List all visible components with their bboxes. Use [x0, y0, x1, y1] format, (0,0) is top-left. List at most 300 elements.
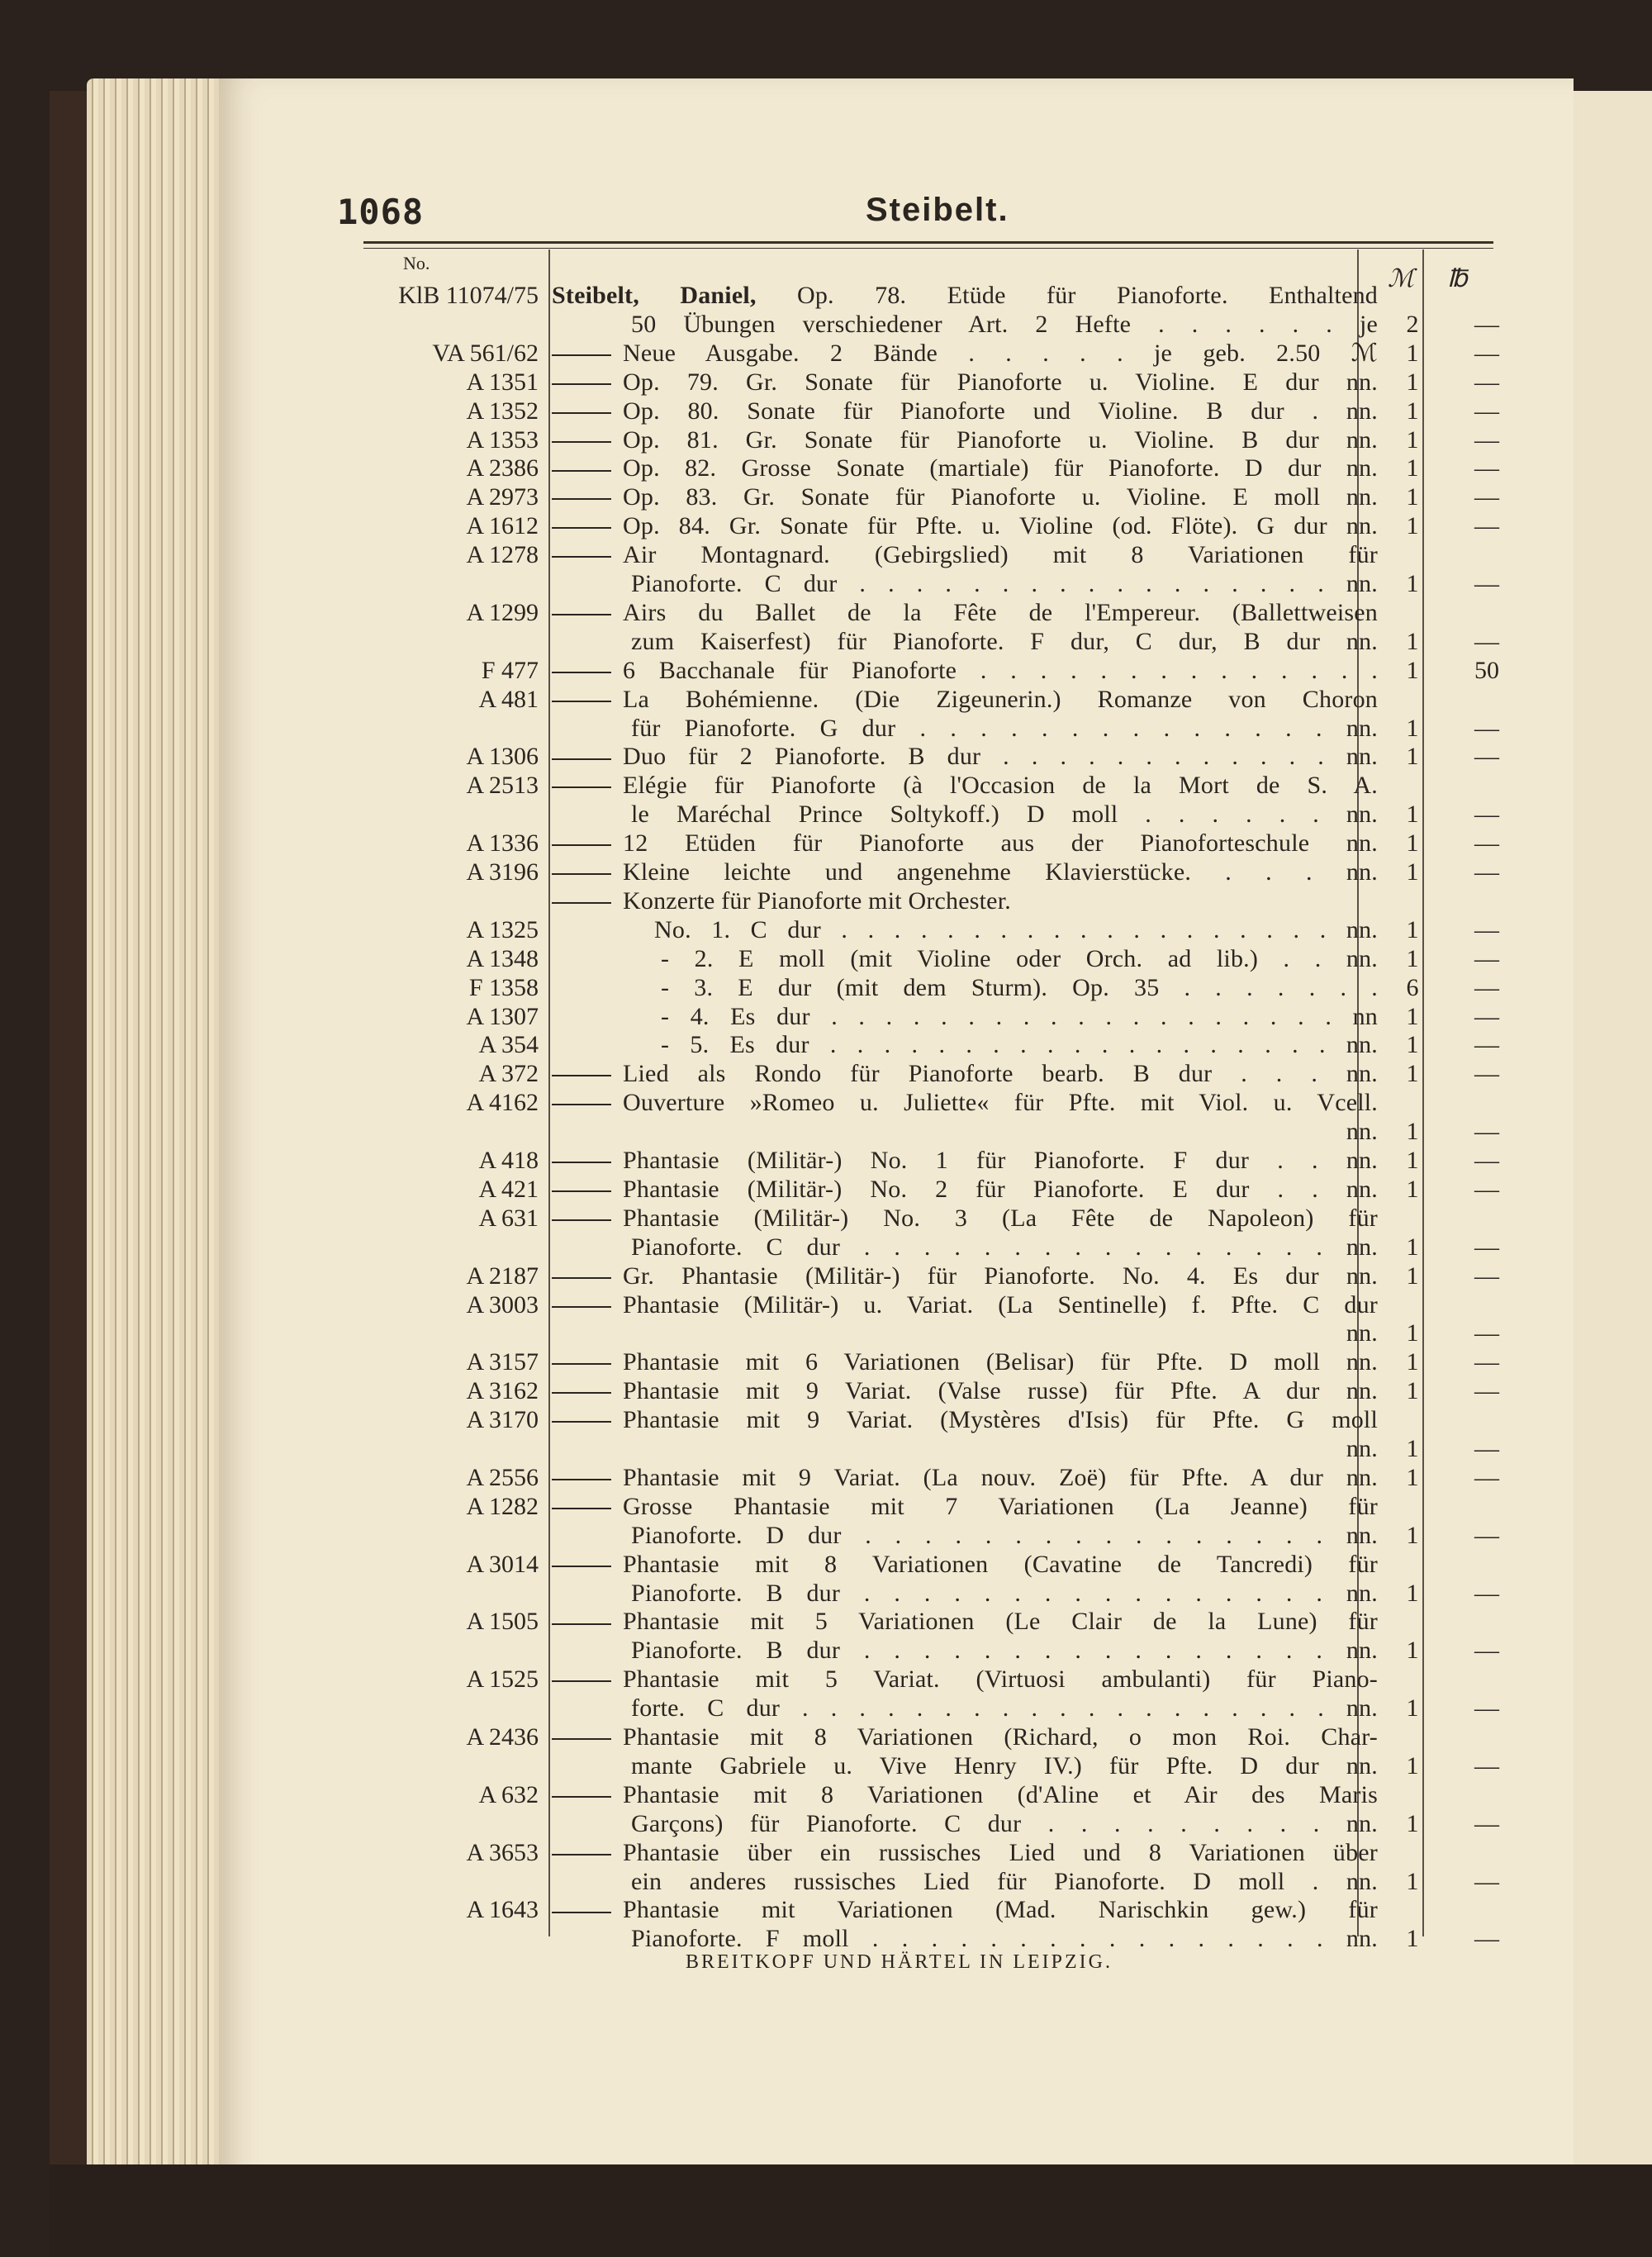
price-pfennig: —	[1474, 339, 1499, 367]
entry-text: nn.	[1346, 1118, 1378, 1146]
price-mark: 1	[1406, 339, 1419, 367]
price-pfennig: —	[1474, 1348, 1499, 1376]
entry-text: Phantasie (Militär-) u. Variat. (La Sentinelle) f. Pfte. C dur	[623, 1290, 1378, 1319]
entry-text: zum Kaiserfest) für Pianoforte. F dur, C dur, B dur nn.	[631, 627, 1378, 655]
catalog-number: A 481	[478, 685, 539, 713]
entry-description	[552, 1463, 1378, 1492]
catalog-number: A 2556	[466, 1463, 539, 1491]
price-pfennig: —	[1474, 1694, 1499, 1722]
entry-description	[631, 1751, 1378, 1780]
entry-text: Pianoforte. B dur . . . . . . . . . . . . . . . . nn.	[631, 1579, 1378, 1607]
catalog-number: A 1505	[466, 1608, 539, 1636]
entry-description	[552, 1722, 1378, 1751]
price-mark: 1	[1406, 1377, 1419, 1405]
entry-description	[552, 1550, 1378, 1579]
entry-text: Elégie für Pianoforte (à l'Occasion de la Mort de S. A.	[623, 772, 1378, 800]
catalog-number: A 2436	[466, 1723, 539, 1751]
price-mark: 1	[1406, 1579, 1419, 1607]
price-pfennig: —	[1474, 1925, 1499, 1953]
price-pfennig: —	[1474, 1751, 1499, 1779]
entry-description	[552, 829, 1378, 858]
repeat-dash	[552, 1566, 611, 1567]
entry-description	[552, 1376, 1378, 1405]
catalog-row	[347, 1204, 1470, 1233]
price-pfennig: —	[1474, 425, 1499, 454]
price-mark: 1	[1406, 1925, 1419, 1953]
entry-text: für Pianoforte. G dur . . . . . . . . . . . . . . nn.	[631, 714, 1378, 742]
price-pfennig: —	[1474, 944, 1499, 972]
catalog-row	[347, 339, 1499, 368]
catalog-number: A 1307	[466, 1002, 539, 1030]
entry-description	[552, 656, 1378, 685]
price-pfennig: —	[1474, 1031, 1499, 1059]
catalog-row	[347, 1694, 1499, 1722]
price-pfennig: —	[1474, 1809, 1499, 1837]
price-pfennig: —	[1474, 1319, 1499, 1347]
entry-description	[631, 627, 1378, 656]
catalog-row	[347, 742, 1499, 771]
entry-text: No. 1. C dur . . . . . . . . . . . . . . . . . . . nn.	[654, 915, 1378, 943]
price-mark: 1	[1406, 397, 1419, 425]
facing-page	[1569, 91, 1652, 2181]
entry-text: Konzerte für Pianoforte mit Orchester.	[623, 886, 1011, 915]
catalog-number: A 3170	[466, 1406, 539, 1434]
price-pfennig: —	[1474, 1377, 1499, 1405]
repeat-dash	[552, 614, 611, 615]
entry-description	[552, 1319, 1378, 1347]
entry-description	[552, 685, 1378, 714]
entry-text: Op. 80. Sonate für Pianoforte und Violine. B dur . nn.	[623, 397, 1378, 425]
catalog-number: A 372	[478, 1060, 539, 1088]
publisher-footer: BREITKOPF UND HÄRTEL IN LEIPZIG.	[686, 1951, 1113, 1973]
entry-description	[631, 1694, 1378, 1722]
price-mark: 1	[1406, 656, 1419, 684]
entry-text: Phantasie mit 9 Variat. (Mystères d'Isis) für Pfte. G moll	[623, 1406, 1378, 1434]
entry-text: 50 Übungen verschiedener Art. 2 Hefte . . . . . . je	[631, 310, 1378, 338]
catalog-row	[347, 1809, 1499, 1838]
repeat-dash	[552, 1623, 611, 1625]
column-header-no: No.	[403, 253, 430, 273]
catalog-row	[347, 1175, 1499, 1204]
entry-text: Phantasie mit 8 Variationen (Cavatine de Tancredi) für	[623, 1550, 1378, 1578]
price-mark: 1	[1406, 627, 1419, 655]
catalog-number: A 1643	[466, 1896, 539, 1924]
price-mark: 1	[1406, 425, 1419, 454]
entry-text: Air Montagnard. (Gebirgslied) mit 8 Variationen für	[623, 541, 1378, 569]
price-mark: 1	[1406, 1463, 1419, 1491]
entry-text: Op. 81. Gr. Sonate für Pianoforte u. Violine. B dur nn.	[623, 425, 1378, 454]
price-pfennig: —	[1474, 1435, 1499, 1462]
entry-text: Phantasie mit 5 Variationen (Le Clair de la Lune) für	[623, 1608, 1378, 1636]
price-mark: 1	[1406, 1060, 1419, 1088]
repeat-dash	[552, 701, 611, 702]
price-pfennig: —	[1474, 310, 1499, 338]
catalog-number: A 1348	[466, 944, 539, 972]
catalog-number: A 632	[478, 1780, 539, 1808]
page-header	[337, 192, 1493, 241]
catalog-row	[347, 656, 1499, 685]
catalog-row	[347, 1722, 1470, 1751]
catalog-row	[347, 771, 1470, 800]
entry-text: Pianoforte. F moll . . . . . . . . . . . . . . . . nn.	[631, 1925, 1378, 1953]
price-pfennig: —	[1474, 1463, 1499, 1491]
price-pfennig: —	[1474, 1147, 1499, 1174]
price-pfennig: —	[1474, 1118, 1499, 1146]
catalog-row	[347, 598, 1470, 627]
catalog-row	[347, 1347, 1499, 1376]
price-pfennig: —	[1474, 1579, 1499, 1607]
price-pfennig: —	[1474, 1175, 1499, 1203]
entry-description	[552, 425, 1378, 454]
catalog-number: A 2973	[466, 483, 539, 511]
price-pfennig: —	[1474, 714, 1499, 742]
entry-description	[552, 482, 1378, 511]
repeat-dash	[552, 1190, 611, 1192]
repeat-dash	[552, 383, 611, 385]
column-header-mark: ℳ	[1388, 265, 1415, 292]
catalog-row	[347, 1290, 1470, 1319]
entry-text: - 5. Es dur . . . . . . . . . . . . . . . . . . . nn.	[661, 1031, 1378, 1059]
entry-description	[552, 1434, 1378, 1463]
entry-text: nn.	[1346, 1319, 1378, 1347]
catalog-number: A 418	[478, 1147, 539, 1174]
entry-text: Steibelt, Daniel, Op. 78. Etüde für Pianoforte. Enthaltend	[552, 282, 1379, 309]
price-pfennig: 50	[1474, 656, 1499, 684]
catalog-row	[347, 1319, 1499, 1347]
price-pfennig: —	[1474, 570, 1499, 597]
entry-text: Duo für 2 Pianoforte. B dur . . . . . . . . . . . . nn.	[623, 743, 1378, 771]
entry-text: - 4. Es dur . . . . . . . . . . . . . . . . . . . nn	[661, 1002, 1378, 1030]
price-mark: 1	[1406, 1521, 1419, 1549]
price-mark: 1	[1406, 1233, 1419, 1261]
entry-description	[631, 714, 1378, 743]
repeat-dash	[552, 354, 611, 356]
entry-text: Pianoforte. D dur . . . . . . . . . . . . . . . . nn.	[631, 1521, 1378, 1549]
entry-text: 12 Etüden für Pianoforte aus der Pianoforteschule nn.	[623, 829, 1378, 858]
entry-description	[552, 1665, 1378, 1694]
price-mark: 1	[1406, 512, 1419, 540]
price-mark: 1	[1406, 1637, 1419, 1665]
repeat-dash	[552, 1680, 611, 1682]
entry-description	[552, 1117, 1378, 1146]
repeat-dash	[552, 1854, 611, 1855]
repeat-dash	[552, 1479, 611, 1480]
catalog-row	[347, 511, 1499, 540]
entry-description	[661, 973, 1378, 1002]
catalog-row	[347, 944, 1499, 973]
price-pfennig: —	[1474, 368, 1499, 396]
entry-description	[552, 511, 1378, 540]
repeat-dash	[552, 873, 611, 875]
entry-text: ein anderes russisches Lied für Pianoforte. D moll . nn.	[631, 1867, 1378, 1895]
price-pfennig: —	[1474, 1233, 1499, 1261]
catalog-row	[347, 310, 1499, 339]
entry-text: 6 Bacchanale für Pianoforte . . . . . . . . . . . . . .	[623, 656, 1378, 684]
catalog-row	[347, 569, 1499, 598]
repeat-dash	[552, 527, 611, 529]
price-pfennig: —	[1474, 743, 1499, 771]
repeat-dash	[552, 556, 611, 558]
running-head: Steibelt.	[866, 192, 1009, 228]
entry-description	[552, 1204, 1378, 1233]
catalog-number: KlB 11074/75	[398, 282, 539, 309]
price-pfennig: —	[1474, 801, 1499, 829]
catalog-number: A 2187	[466, 1262, 539, 1290]
entry-text: Pianoforte. C dur . . . . . . . . . . . . . . . . . nn.	[631, 570, 1378, 597]
entry-description	[631, 1579, 1378, 1608]
repeat-dash	[552, 470, 611, 472]
repeat-dash	[552, 498, 611, 500]
catalog-row	[347, 886, 1470, 915]
entry-text: Pianoforte. B dur . . . . . . . . . . . . . . . . nn.	[631, 1637, 1378, 1665]
catalog-row	[347, 1233, 1499, 1262]
entry-text: Pianoforte. C dur . . . . . . . . . . . . . . . . nn.	[631, 1233, 1378, 1261]
repeat-dash	[552, 672, 611, 673]
entry-description	[552, 454, 1378, 482]
repeat-dash	[552, 1162, 611, 1163]
repeat-dash	[552, 1363, 611, 1365]
entry-description	[552, 281, 1378, 310]
catalog-row	[347, 454, 1499, 482]
catalog-row	[347, 800, 1499, 829]
entry-description	[552, 1262, 1378, 1290]
repeat-dash	[552, 1912, 611, 1913]
catalog-row	[347, 1262, 1499, 1290]
entry-description	[631, 1521, 1378, 1550]
entry-text: Phantasie (Militär-) No. 2 für Pianoforte. E dur . . nn.	[623, 1175, 1378, 1203]
catalog-number: A 1353	[466, 425, 539, 454]
entry-text: Op. 84. Gr. Sonate für Pfte. u. Violine (od. Flöte). G dur nn.	[623, 512, 1378, 540]
entry-text: - 2. E moll (mit Violine oder Orch. ad lib.) . . nn.	[661, 944, 1378, 972]
catalog-row	[347, 1838, 1470, 1867]
entry-text: Garçons) für Pianoforte. C dur . . . . . . . . . nn.	[631, 1809, 1378, 1837]
entry-text: Phantasie über ein russisches Lied und 8 Variationen über	[623, 1838, 1378, 1866]
price-mark: 1	[1406, 1002, 1419, 1030]
price-pfennig: —	[1474, 454, 1499, 482]
catalog-number: A 3003	[466, 1290, 539, 1319]
catalog-number: A 1612	[466, 512, 539, 540]
repeat-dash	[552, 758, 611, 760]
entry-text: Phantasie mit 6 Variationen (Belisar) für Pfte. D moll nn.	[623, 1348, 1378, 1376]
catalog-number: A 1299	[466, 598, 539, 626]
catalog-row	[347, 368, 1499, 397]
price-pfennig: —	[1474, 627, 1499, 655]
price-pfennig: —	[1474, 973, 1499, 1001]
catalog-row	[347, 1146, 1499, 1175]
catalog-row	[347, 829, 1499, 858]
repeat-dash	[552, 786, 611, 788]
catalog-number: A 1278	[466, 541, 539, 569]
catalog-row	[347, 1002, 1499, 1031]
repeat-dash	[552, 1104, 611, 1105]
entry-text: forte. C dur . . . . . . . . . . . . . . . . . . . nn.	[631, 1694, 1378, 1722]
repeat-dash	[552, 1796, 611, 1798]
entry-text: Phantasie mit 8 Variationen (d'Aline et Air des Maris	[623, 1780, 1378, 1808]
entry-description	[552, 1780, 1378, 1809]
catalog-number: A 354	[478, 1031, 539, 1059]
entry-text: Phantasie mit 5 Variat. (Virtuosi ambulanti) für Piano-	[623, 1665, 1378, 1694]
catalog-row	[347, 1117, 1499, 1146]
entry-description	[552, 1492, 1378, 1521]
header-rule-thin	[363, 248, 1493, 249]
repeat-dash	[552, 844, 611, 846]
price-pfennig: —	[1474, 1002, 1499, 1030]
catalog-row	[347, 1463, 1499, 1492]
entry-text: mante Gabriele u. Vive Henry IV.) für Pfte. D dur nn.	[631, 1751, 1378, 1779]
catalog-row	[347, 1579, 1499, 1608]
catalog-row	[347, 973, 1499, 1002]
catalog-row	[347, 1376, 1499, 1405]
repeat-dash	[552, 902, 611, 904]
catalog-row	[347, 540, 1470, 569]
price-pfennig: —	[1474, 512, 1499, 540]
price-mark: 1	[1406, 801, 1419, 829]
entry-description	[552, 1059, 1378, 1088]
catalog-row	[347, 281, 1470, 310]
entry-description	[552, 1838, 1378, 1867]
catalog-number: A 2386	[466, 454, 539, 482]
entry-description	[552, 1607, 1378, 1636]
repeat-dash	[552, 1075, 611, 1076]
catalog-number: A 1282	[466, 1492, 539, 1520]
entry-text: le Maréchal Prince Soltykoff.) D moll . . . . . . nn.	[631, 801, 1378, 829]
entry-text: Phantasie (Militär-) No. 1 für Pianoforte. F dur . . nn.	[623, 1147, 1378, 1174]
catalog-number: A 1325	[466, 915, 539, 943]
catalog-number: F 1358	[468, 973, 539, 1001]
entry-description	[552, 1146, 1378, 1175]
price-mark: 1	[1406, 743, 1419, 771]
catalog-number: A 1336	[466, 829, 539, 858]
entry-text: Phantasie mit Variationen (Mad. Narischkin gew.) für	[623, 1896, 1378, 1924]
entry-description	[552, 1895, 1378, 1924]
catalog-row	[347, 1088, 1470, 1117]
repeat-dash	[552, 1306, 611, 1308]
price-mark: 1	[1406, 829, 1419, 858]
entry-description	[631, 1867, 1378, 1896]
repeat-dash	[552, 412, 611, 414]
entry-description	[552, 1347, 1378, 1376]
catalog-number: A 3162	[466, 1377, 539, 1405]
catalog-row	[347, 685, 1470, 714]
entry-description	[552, 886, 1378, 915]
catalog-row	[347, 1665, 1470, 1694]
price-pfennig: —	[1474, 1060, 1499, 1088]
price-pfennig: —	[1474, 858, 1499, 886]
price-mark: 1	[1406, 1435, 1419, 1462]
entry-description	[661, 1002, 1378, 1031]
repeat-dash	[552, 1508, 611, 1509]
entry-text: Kleine leichte und angenehme Klavierstücke. . . . nn.	[623, 858, 1378, 886]
catalog-number: A 631	[478, 1204, 539, 1232]
entry-description	[661, 944, 1378, 973]
catalog-row	[347, 1636, 1499, 1665]
entry-description	[552, 397, 1378, 425]
composer-name: Steibelt, Daniel,	[552, 282, 757, 309]
entry-text: Op. 82. Grosse Sonate (martiale) für Pianoforte. D dur nn.	[623, 454, 1378, 482]
price-mark: 1	[1406, 1809, 1419, 1837]
entry-description	[552, 598, 1378, 627]
entry-text: Grosse Phantasie mit 7 Variationen (La Jeanne) für	[623, 1492, 1378, 1520]
price-mark: 1	[1406, 944, 1419, 972]
catalog-row	[347, 1867, 1499, 1896]
catalog-row	[347, 1607, 1470, 1636]
catalog-number: A 1352	[466, 397, 539, 425]
catalog-row	[347, 1405, 1470, 1434]
price-pfennig: —	[1474, 397, 1499, 425]
catalog-number: A 3014	[466, 1550, 539, 1578]
price-mark: 6	[1406, 973, 1419, 1001]
catalog-number: A 3196	[466, 858, 539, 886]
catalog-row	[347, 858, 1499, 886]
catalog-row	[347, 627, 1499, 656]
catalog-row	[347, 1751, 1499, 1780]
catalog-number: A 2513	[466, 772, 539, 800]
catalog-row	[347, 397, 1499, 425]
price-mark: 1	[1406, 1751, 1419, 1779]
entry-text: Phantasie mit 9 Variat. (La nouv. Zoë) für Pfte. A dur nn.	[623, 1463, 1378, 1491]
column-header-pfennig: ℔	[1447, 265, 1468, 292]
entry-text: La Bohémienne. (Die Zigeunerin.) Romanze von Choron	[623, 685, 1378, 713]
entry-description	[654, 915, 1378, 944]
catalog-number: A 3653	[466, 1838, 539, 1866]
repeat-dash	[552, 441, 611, 443]
price-mark: 1	[1406, 1694, 1419, 1722]
price-mark: 1	[1406, 1348, 1419, 1376]
catalog-number: VA 561/62	[432, 339, 539, 367]
entry-description	[552, 1175, 1378, 1204]
price-mark: 2	[1406, 310, 1419, 338]
entry-description	[631, 569, 1378, 598]
catalog-row	[347, 1550, 1470, 1579]
entry-description	[552, 771, 1378, 800]
entry-description	[552, 368, 1378, 397]
price-pfennig: —	[1474, 1262, 1499, 1290]
price-mark: 1	[1406, 1175, 1419, 1203]
catalog-row	[347, 1780, 1470, 1809]
entry-text: Ouverture »Romeo u. Juliette« für Pfte. mit Viol. u. Vcell.	[623, 1089, 1378, 1117]
price-pfennig: —	[1474, 1637, 1499, 1665]
entry-description	[552, 339, 1378, 368]
catalog-row	[347, 1434, 1499, 1463]
entry-description	[552, 1405, 1378, 1434]
price-mark: 1	[1406, 1867, 1419, 1895]
repeat-dash	[552, 1277, 611, 1279]
entry-text: Op. 83. Gr. Sonate für Pianoforte u. Violine. E moll nn.	[623, 483, 1378, 511]
repeat-dash	[552, 1392, 611, 1394]
entry-description	[631, 1636, 1378, 1665]
price-mark: 1	[1406, 1262, 1419, 1290]
price-pfennig: —	[1474, 829, 1499, 858]
catalog-row	[347, 1895, 1470, 1924]
catalog-row	[347, 1030, 1499, 1059]
price-mark: 1	[1406, 915, 1419, 943]
entry-description	[552, 540, 1378, 569]
catalog-row	[347, 1492, 1470, 1521]
price-mark: 1	[1406, 1118, 1419, 1146]
entry-text: Neue Ausgabe. 2 Bände . . . . . je geb. 2.50 ℳ	[623, 339, 1378, 367]
catalog-number: A 421	[478, 1175, 539, 1203]
entry-description	[631, 1809, 1378, 1838]
catalog-row	[347, 1521, 1499, 1550]
price-mark: 1	[1406, 454, 1419, 482]
catalog-number: A 4162	[466, 1089, 539, 1117]
price-mark: 1	[1406, 1147, 1419, 1174]
header-rule	[363, 241, 1493, 244]
entry-description	[631, 310, 1378, 339]
catalog-number: A 1306	[466, 743, 539, 771]
page-number: 1068	[337, 192, 425, 232]
entry-description	[631, 800, 1378, 829]
